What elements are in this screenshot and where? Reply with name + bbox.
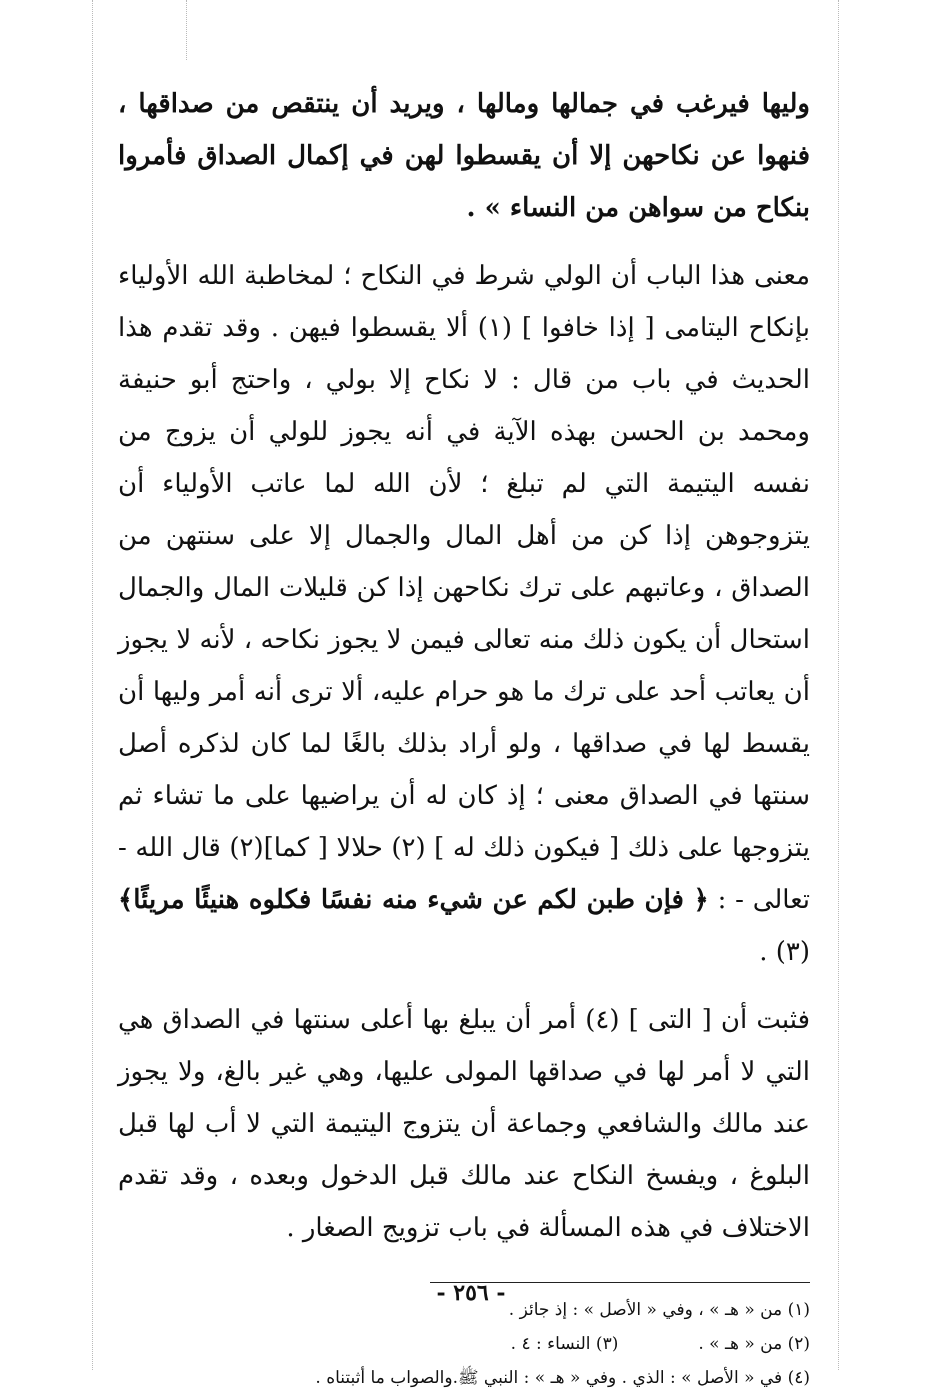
paragraph-gap [118, 234, 810, 250]
paragraph-gap [118, 978, 810, 994]
paragraph-commentary [118, 250, 810, 978]
commentary-end: (٣) . [759, 937, 810, 967]
page-body [118, 78, 810, 1395]
footnote-1: (١) من « هـ » ، وفي « الأصل » : إذ جائز . [508, 1300, 810, 1320]
margin-dotted-line-right [838, 0, 839, 1370]
commentary-text: معنى هذا الباب أن الولي شرط في النكاح ؛ لمخاطبة الله الأولياء بإنكاح اليتامى [ إذا خافوا ] (١) ألا يقسطوا فيهن . وقد تقدم هذا الحديث في باب من قال : لا نكاح إلا بولي ، واحتج أبو حنيفة ومحمد بن الحسن بهذه الآية في أنه يجوز للولي أن يزوج من نفسه اليتيمة التي لم تبلغ ؛ لأن الله لما عاتب الأولياء أن يتزوجوهن إذا كن من أهل المال والجمال إلا على سنتهن من الصداق ، وعاتبهم على ترك نكاحهن إذا كن قليلات المال والجمال استحال أن يكون ذلك منه تعالى فيمن لا يجوز نكاحه ، لأنه لا يجوز أن يعاتب أحد على ترك ما هو حرام عليه، ألا ترى أنه أمر وليها أن يقسط لها في صداقها ، ولو أراد بذلك بالغًا لما كان لذكره أصل سنتها في الصداق معنى ؛ إذ كان له أن يراضيها على ما تشاء ثم يتزوجها على ذلك [ فيكون ذلك له ] (٢) حلالا [ كما](٢) قال الله - تعالى - : [118, 261, 811, 915]
footnote-3: (٣) النساء : ٤ . [510, 1334, 619, 1354]
margin-dotted-line-left [92, 0, 93, 1370]
footnote-4: (٤) في « الأصل » : الذي . وفي « هـ » : النبي ﷺ.والصواب ما أثبتناه . [315, 1368, 810, 1388]
margin-dotted-line-top [186, 0, 187, 60]
paragraph-ruling: فثبت أن [ التى ] (٤) أمر أن يبلغ بها أعلى سنتها في الصداق هي التي لا أمر لها في صداقها المولى عليها، وهي غير بالغ، ولا يجوز عند مالك والشافعي وجماعة أن يتزوج اليتيمة التي لا أب لها قبل البلوغ ، ويفسخ النكاح عند مالك قبل الدخول وبعده ، وقد تقدم الاختلاف في هذه المسألة في باب تزويج الصغار . [118, 1005, 811, 1243]
footnote-2: (٢) من « هـ » . [698, 1334, 810, 1354]
page-number: - ٢٥٦ - [436, 1280, 506, 1306]
paragraph-hadith-end: وليها فيرغب في جمالها ومالها ، ويريد أن ينتقص من صداقها ، فنهوا عن نكاحهن إلا أن يقسطوا لهن في إكمال الصداق فأمروا بنكاح من سواهن من النساء » . [118, 89, 810, 223]
footnote-2-3 [118, 1327, 810, 1361]
quran-quote: ﴿ فإن طبن لكم عن شيء منه نفسًا فكلوه هنيئًا مريئًا﴾ [118, 885, 709, 915]
